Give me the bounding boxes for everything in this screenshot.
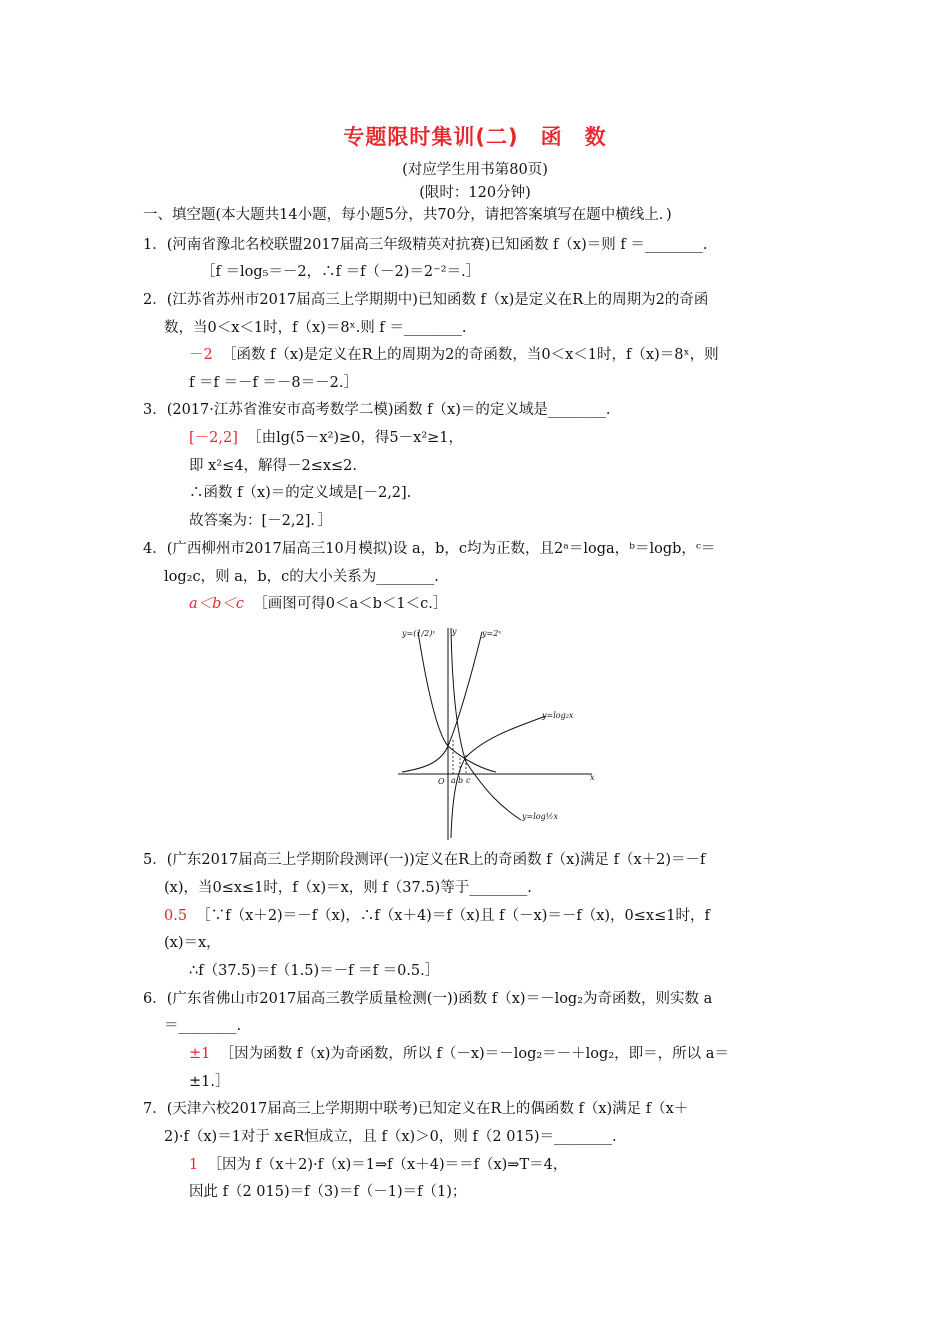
q7-solution-line2: 因此 f（2 015)＝f（3)＝f（－1)＝f（1)；	[189, 1184, 467, 1200]
q3-answer: [－2,2]	[189, 430, 238, 446]
q7-solution-text: ［因为 f（x＋2)·f（x)＝1⇒f（x＋4)＝＝f（x)⇒T＝4，	[207, 1157, 568, 1173]
q4-answer: a＜b＜c	[189, 596, 245, 612]
q7-stem-line2: 2)·f（x)＝1对于 x∈R恒成立，且 f（x)＞0，则 f（2 015)＝________.	[164, 1129, 617, 1145]
section-heading: 一、填空题(本大题共14小题，每小题5分，共70分，请把答案填写在题中横线上．)	[143, 207, 672, 223]
q3-solution-text: ［由lg(5－x²)≥0，得5－x²≥1，	[247, 430, 464, 446]
label-half-pow-x: y=(1/2)ˣ	[402, 629, 436, 638]
q4-solution-text: ［画图可得0＜a＜b＜1＜c.］	[253, 596, 448, 612]
q5-solution-line1	[164, 906, 710, 926]
q5-solution-line2: (x)＝x，	[164, 935, 221, 951]
q2-solution-line2: f ＝f ＝－f ＝－8＝－2.］	[189, 375, 358, 391]
label-2-pow-x: y=2ˣ	[482, 629, 502, 638]
q2-stem-line2: 数，当0＜x＜1时，f（x)＝8ˣ.则 f ＝________.	[164, 320, 467, 336]
q3-solution-line1	[189, 428, 463, 448]
q6-stem-line1: 6．(广东省佛山市2017届高三教学质量检测(一))函数 f（x)＝－log₂为奇函数，则实数 a	[143, 991, 713, 1007]
q3-stem: 3．(2017·江苏省淮安市高考数学二模)函数 f（x)＝的定义域是________.	[143, 402, 611, 418]
curve-loghalf-x	[451, 628, 521, 820]
source-note: (对应学生用书第80页)	[402, 162, 548, 178]
q2-stem-line1: 2．(江苏省苏州市2017届高三上学期期中)已知函数 f（x)是定义在R上的周期为2的奇函	[143, 292, 709, 308]
q5-stem-line1: 5．(广东2017届高三上学期阶段测评(一))定义在R上的奇函数 f（x)满足 f（x＋2)＝－f	[143, 852, 706, 868]
q2-solution-line1	[189, 345, 719, 365]
q5-stem-line2: (x)，当0≤x≤1时，f（x)＝x，则 f（37.5)等于________.	[164, 880, 532, 896]
label-point-c: c	[466, 776, 471, 785]
function-graph-figure	[396, 622, 596, 842]
q5-solution-line3: ∴f（37.5)＝f（1.5)＝－f ＝f ＝0.5.］	[189, 963, 440, 979]
curve-half-pow-x	[418, 632, 496, 772]
q6-solution-line1	[189, 1044, 729, 1064]
q6-answer: ±1	[189, 1046, 211, 1062]
label-log2-x: y=log₂x	[542, 711, 574, 720]
q4-solution	[189, 594, 447, 614]
label-y-axis: y	[452, 627, 457, 636]
label-origin: O	[438, 777, 445, 786]
page-title: 专题限时集训(二) 函 数	[343, 125, 607, 149]
q7-answer: 1	[189, 1157, 199, 1173]
label-point-a: a	[451, 776, 456, 785]
label-loghalf-x: y=log½x	[522, 812, 558, 821]
q6-stem-line2: ＝________.	[164, 1018, 242, 1034]
q4-stem-line1: 4．(广西柳州市2017届高三10月模拟)设 a，b，c均为正数，且2ᵃ＝loga，ᵇ＝logb，ᶜ＝	[143, 541, 716, 557]
curve-2-pow-x	[402, 632, 482, 772]
q2-answer: －2	[189, 347, 213, 363]
q3-solution-line3: ∴函数 f（x)＝的定义域是[－2,2].	[189, 485, 412, 501]
label-point-b: b	[458, 776, 464, 785]
q1-stem: 1．(河南省豫北名校联盟2017届高三年级精英对抗赛)已知函数 f（x)＝则 f ＝________.	[143, 237, 708, 253]
time-limit: (限时：120分钟)	[419, 185, 531, 201]
q6-solution-line2: ±1.］	[189, 1074, 230, 1090]
q3-solution-line4: 故答案为：[－2,2]．］	[189, 513, 333, 529]
label-x-axis: x	[590, 773, 595, 782]
function-graph	[396, 622, 596, 842]
q4-stem-line2: log₂c，则 a，b，c的大小关系为________.	[164, 569, 439, 585]
q5-solution-text: ［∵f（x＋2)＝－f（x)，∴f（x＋4)＝f（x)且 f（－x)＝－f（x)，0≤x≤1时，f	[196, 908, 710, 924]
q5-answer: 0.5	[164, 908, 188, 924]
q7-stem-line1: 7．(天津六校2017届高三上学期期中联考)已知定义在R上的偶函数 f（x)满足 f（x＋	[143, 1101, 689, 1117]
q7-solution-line1	[189, 1155, 567, 1175]
q1-solution: ［f ＝log₅＝－2，∴f ＝f（－2)＝2⁻²＝.］	[201, 264, 481, 280]
q2-solution-text: ［函数 f（x)是定义在R上的周期为2的奇函数，当0＜x＜1时，f（x)＝8ˣ，则	[221, 347, 719, 363]
q6-solution-text: ［因为函数 f（x)为奇函数，所以 f（－x)＝－log₂＝－＋log₂，即＝，所以 a＝	[219, 1046, 729, 1062]
q3-solution-line2: 即 x²≤4，解得－2≤x≤2.	[189, 458, 358, 474]
